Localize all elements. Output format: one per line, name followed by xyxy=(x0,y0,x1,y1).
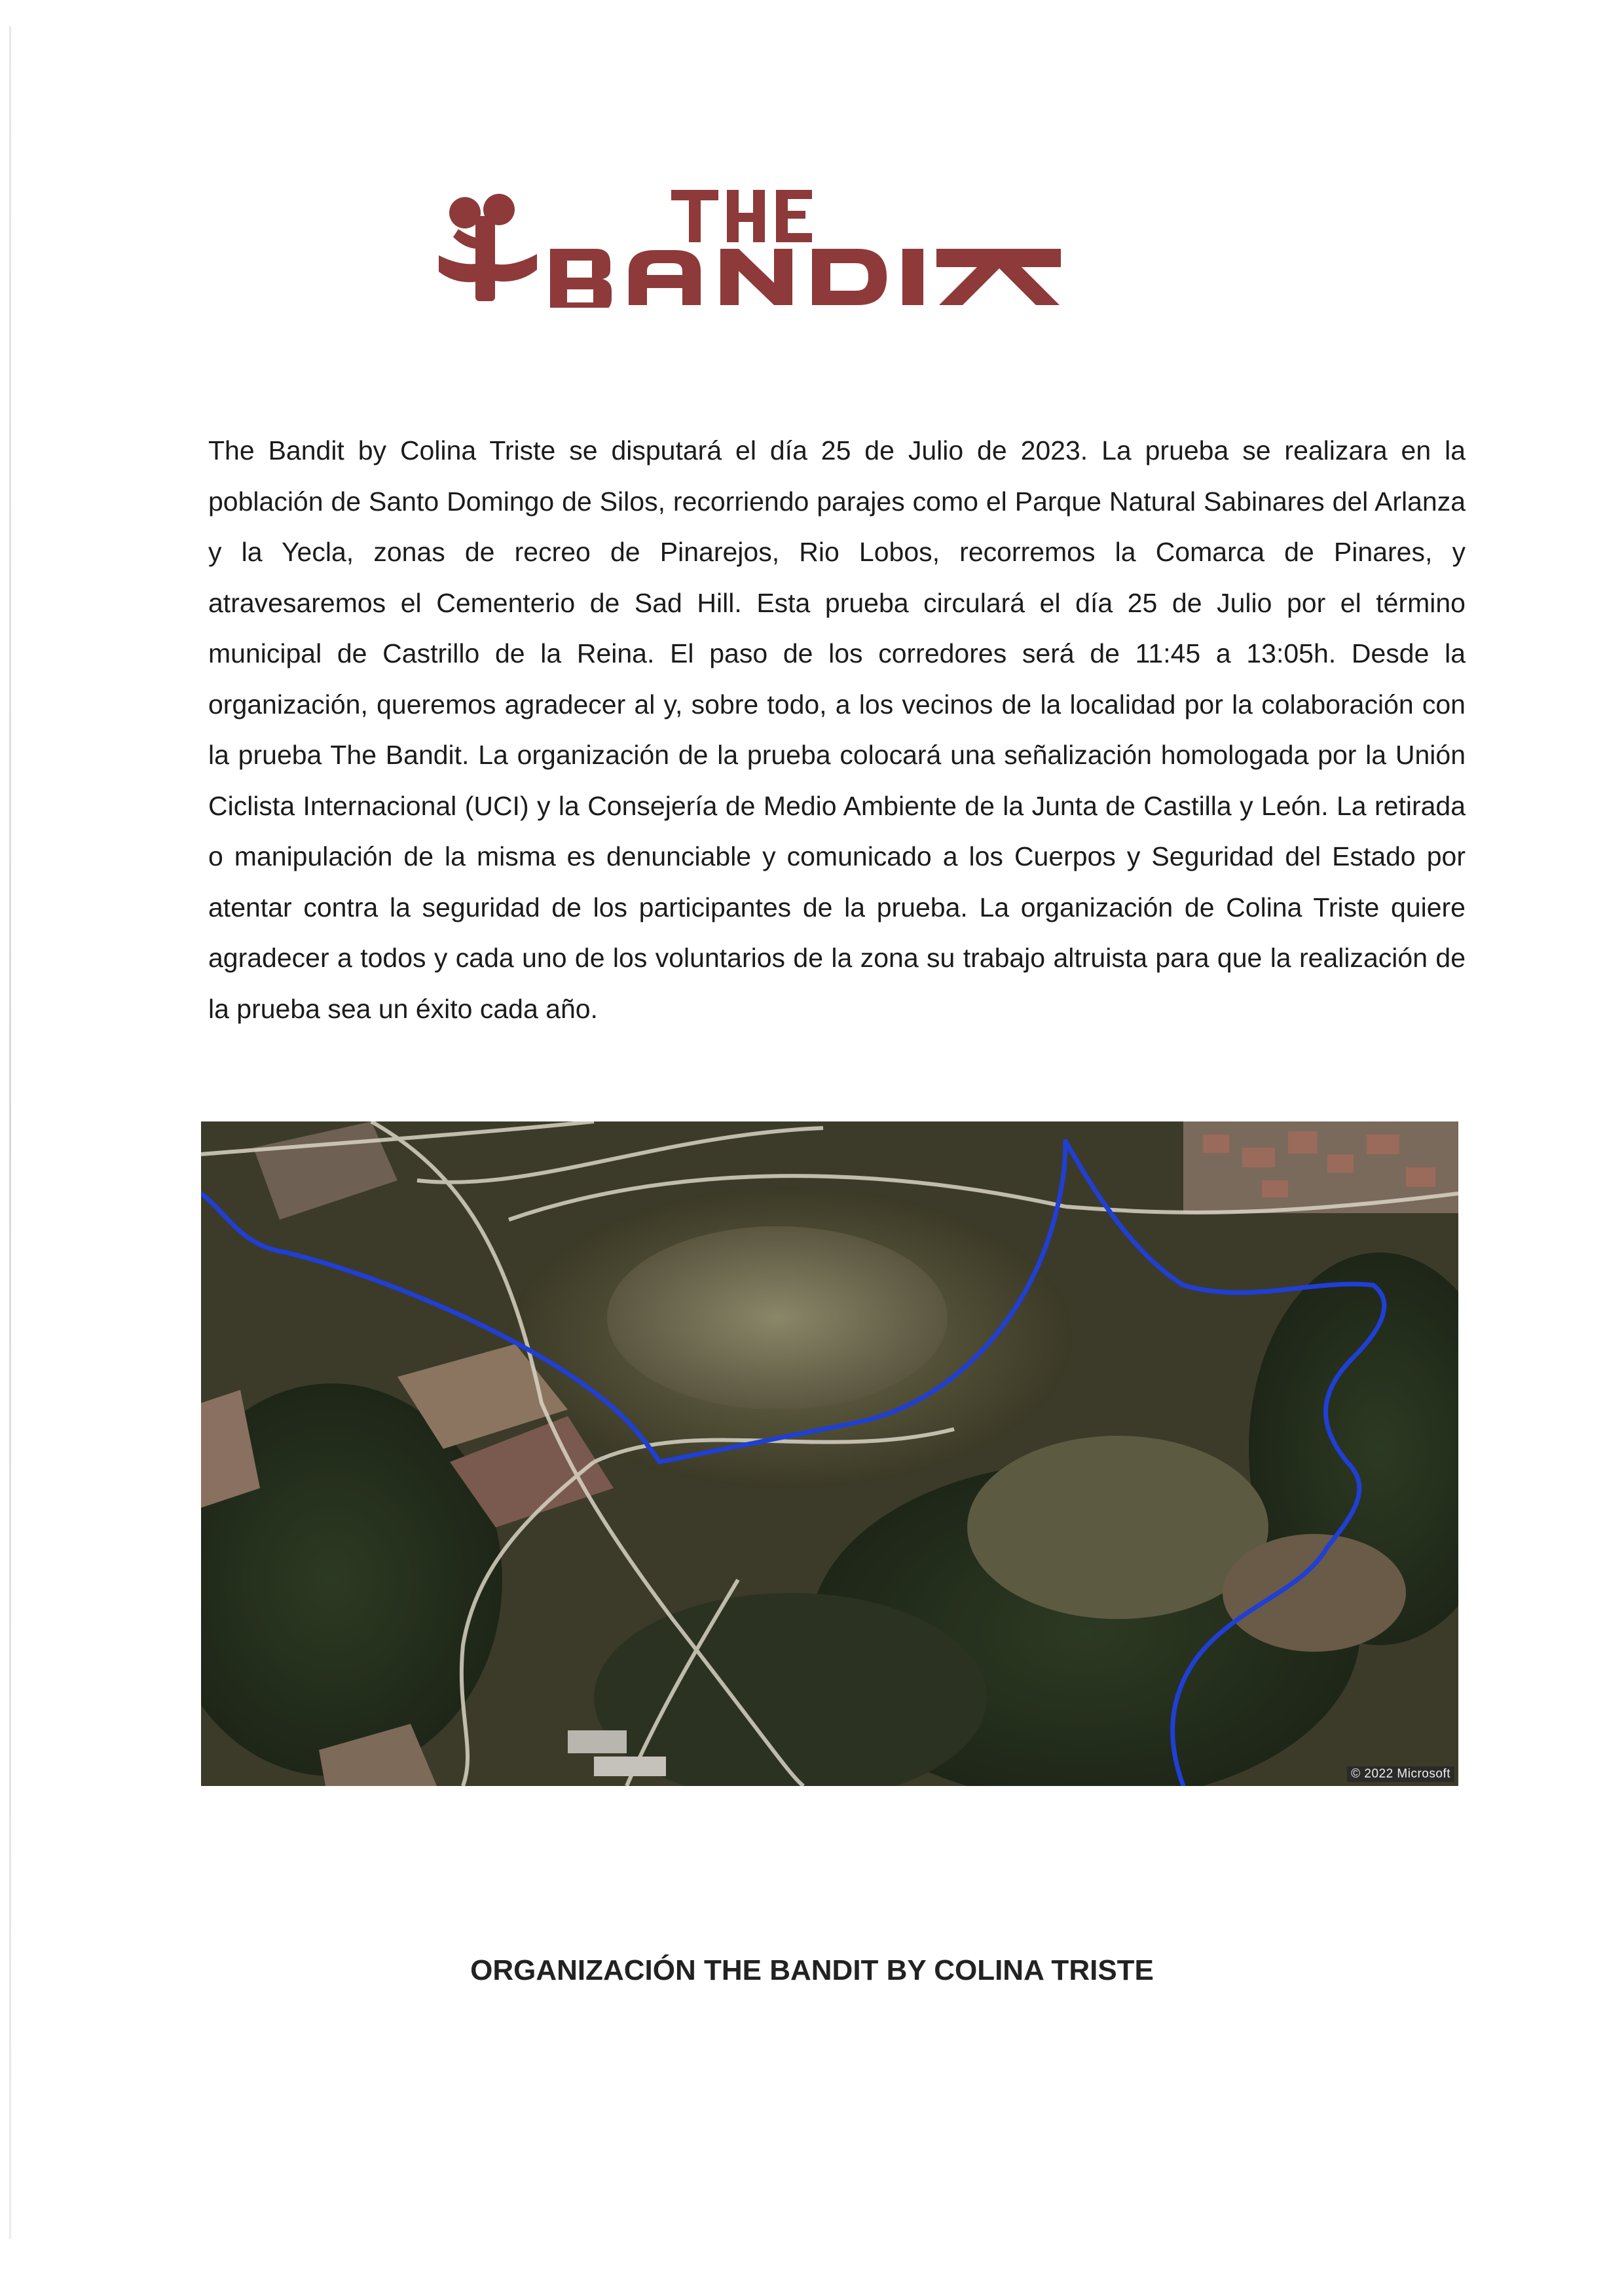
logo-the-text xyxy=(671,190,812,242)
the-bandit-logo xyxy=(439,177,1100,308)
logo-bandit-text xyxy=(550,249,1061,308)
route-satellite-map xyxy=(201,1121,1458,1786)
organization-footer: ORGANIZACIÓN THE BANDIT BY COLINA TRISTE xyxy=(470,1954,1154,1986)
scan-edge xyxy=(9,26,11,2239)
cactus-icon xyxy=(439,194,537,301)
event-description-paragraph: The Bandit by Colina Triste se disputará el día 25 de Julio de 2023. La prueba se realizara en la población de Santo Domingo de Silos, recorriendo parajes como el Parque Natural Sabinares del Arlanza y la Yecla, zonas de recreo de Pinarejos, Rio Lobos, recorremos la Comarca de Pinares, y atravesaremos el Cementerio de Sad Hill. Esta prueba circulará el día 25 de Julio por el término municipal de Castrillo de la Reina. El paso de los corredores será de 11:45 a 13:05h. Desde la organización, queremos agradecer al y, sobre todo, a los vecinos de la localidad por la colaboración con la prueba The Bandit. La organización de la prueba colocará una señalización homologada por la Unión Ciclista Internacional (UCI) y la Consejería de Medio Ambiente de la Junta de Castilla y León. La retirada o manipulación de la misma es denunciable y comunicado a los Cuerpos y Seguridad del Estado por atentar contra la seguridad de los participantes de la prueba. La organización de Colina Triste quiere agradecer a todos y cada uno de los voluntarios de la zona su trabajo altruista para que la realización de la prueba sea un éxito cada año. xyxy=(208,435,1466,1024)
map-copyright-label: © 2022 Microsoft xyxy=(1347,1766,1454,1782)
